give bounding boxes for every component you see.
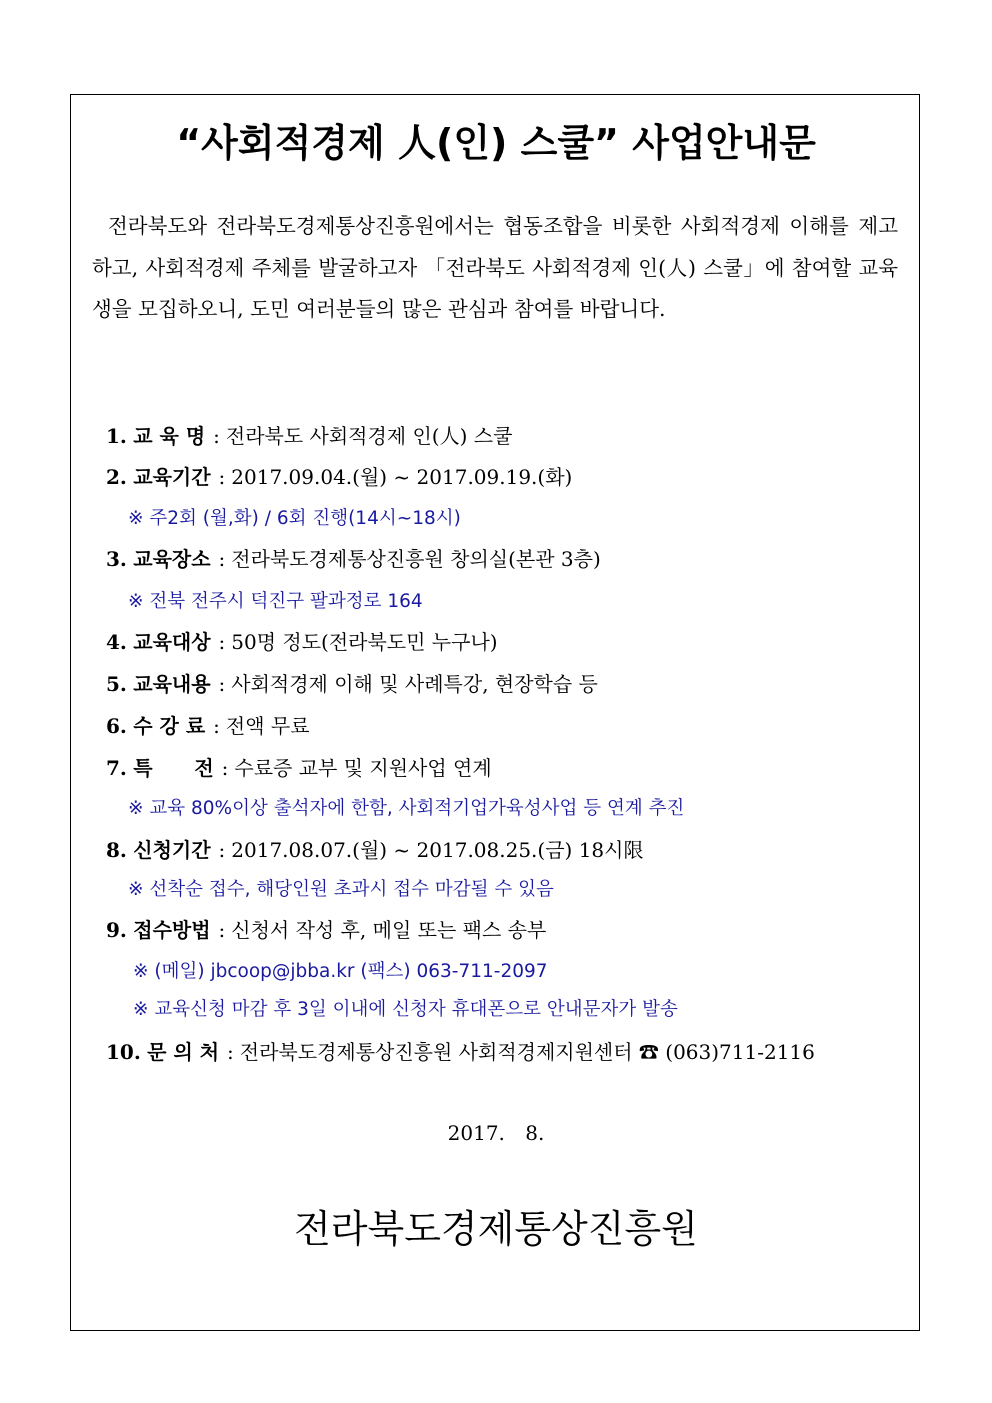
item-value: 전액 무료 <box>225 714 310 738</box>
item-education-period: 2. 교육기간 : 2017.09.04.(월) ~ 2017.09.19.(화) <box>106 462 572 492</box>
note-benefit: ※ 교육 80%이상 출석자에 한함, 사회적기업가육성사업 등 연계 추진 <box>128 798 685 819</box>
item-number: 5. <box>106 672 127 696</box>
item-label: 특 전 <box>133 756 214 780</box>
item-value: 수료증 교부 및 지원사업 연계 <box>234 756 492 780</box>
note-first-come: ※ 선착순 접수, 해당인원 초과시 접수 마감될 수 있음 <box>128 879 554 900</box>
item-label: 접수방법 <box>133 918 211 942</box>
item-number: 4. <box>106 630 127 654</box>
item-number: 7. <box>106 756 127 780</box>
item-number: 9. <box>106 918 127 942</box>
item-label: 교 육 명 <box>133 424 206 448</box>
item-value: 2017.09.04.(월) ~ 2017.09.19.(화) <box>231 465 573 489</box>
note-contact: ※ (메일) jbcoop@jbba.kr (팩스) 063-711-2097 <box>133 961 548 982</box>
item-label: 신청기간 <box>133 838 211 862</box>
item-application-period: 8. 신청기간 : 2017.08.07.(월) ~ 2017.08.25.(금) 18시限 <box>106 835 643 865</box>
item-value: 50명 정도(전라북도민 누구나) <box>231 630 498 654</box>
item-fee: 6. 수 강 료 : 전액 무료 <box>106 711 310 741</box>
item-content: 5. 교육내용 : 사회적경제 이해 및 사례특강, 현장학습 등 <box>106 669 598 699</box>
item-value: 신청서 작성 후, 메일 또는 팩스 송부 <box>231 918 547 942</box>
item-number: 6. <box>106 714 127 738</box>
note-sms: ※ 교육신청 마감 후 3일 이내에 신청자 휴대폰으로 안내문자가 발송 <box>133 999 678 1020</box>
item-label: 교육장소 <box>133 547 211 571</box>
item-value: 전라북도 사회적경제 인(人) 스쿨 <box>225 424 513 448</box>
item-number: 10. <box>106 1040 141 1064</box>
note-schedule: ※ 주2회 (월,화) / 6회 진행(14시~18시) <box>128 508 461 529</box>
item-label: 교육내용 <box>133 672 211 696</box>
item-inquiry: 10. 문 의 처 : 전라북도경제통상진흥원 사회적경제지원센터 ☎ (063)711-2116 <box>106 1037 815 1067</box>
organization-name: 전라북도경제통상진흥원 <box>294 1207 698 1251</box>
item-label: 교육기간 <box>133 465 211 489</box>
item-target: 4. 교육대상 : 50명 정도(전라북도민 누구나) <box>106 627 498 657</box>
item-benefit: 7. 특 전 : 수료증 교부 및 지원사업 연계 <box>106 753 492 783</box>
item-value: 2017.08.07.(월) ~ 2017.08.25.(금) 18시限 <box>231 838 644 862</box>
item-education-place: 3. 교육장소 : 전라북도경제통상진흥원 창의실(본관 3층) <box>106 544 601 574</box>
document-title: “사회적경제 人(인) 스쿨” 사업안내문 <box>176 121 816 165</box>
intro-paragraph: 전라북도와 전라북도경제통상진흥원에서는 협동조합을 비롯한 사회적경제 이해를 제고하고, 사회적경제 주체를 발굴하고자 「전라북도 사회적경제 인(人) 스쿨」에 참여할 교육생을 모집하오니, 도민 여러분들의 많은 관심과 참여를 바랍니다. <box>92 214 898 321</box>
issue-date: 2017. 8. <box>447 1121 545 1145</box>
item-education-name: 1. 교 육 명 : 전라북도 사회적경제 인(人) 스쿨 <box>106 421 512 451</box>
item-number: 8. <box>106 838 127 862</box>
item-value: 전라북도경제통상진흥원 창의실(본관 3층) <box>231 547 601 571</box>
note-address: ※ 전북 전주시 덕진구 팔과정로 164 <box>128 591 423 612</box>
item-value: 사회적경제 이해 및 사례특강, 현장학습 등 <box>231 672 598 696</box>
item-number: 2. <box>106 465 127 489</box>
item-application-method: 9. 접수방법 : 신청서 작성 후, 메일 또는 팩스 송부 <box>106 915 546 945</box>
item-value: 전라북도경제통상진흥원 사회적경제지원센터 ☎ (063)711-2116 <box>239 1040 815 1064</box>
item-label: 교육대상 <box>133 630 211 654</box>
item-number: 1. <box>106 424 127 448</box>
item-label: 문 의 처 <box>147 1040 220 1064</box>
item-number: 3. <box>106 547 127 571</box>
item-label: 수 강 료 <box>133 714 206 738</box>
